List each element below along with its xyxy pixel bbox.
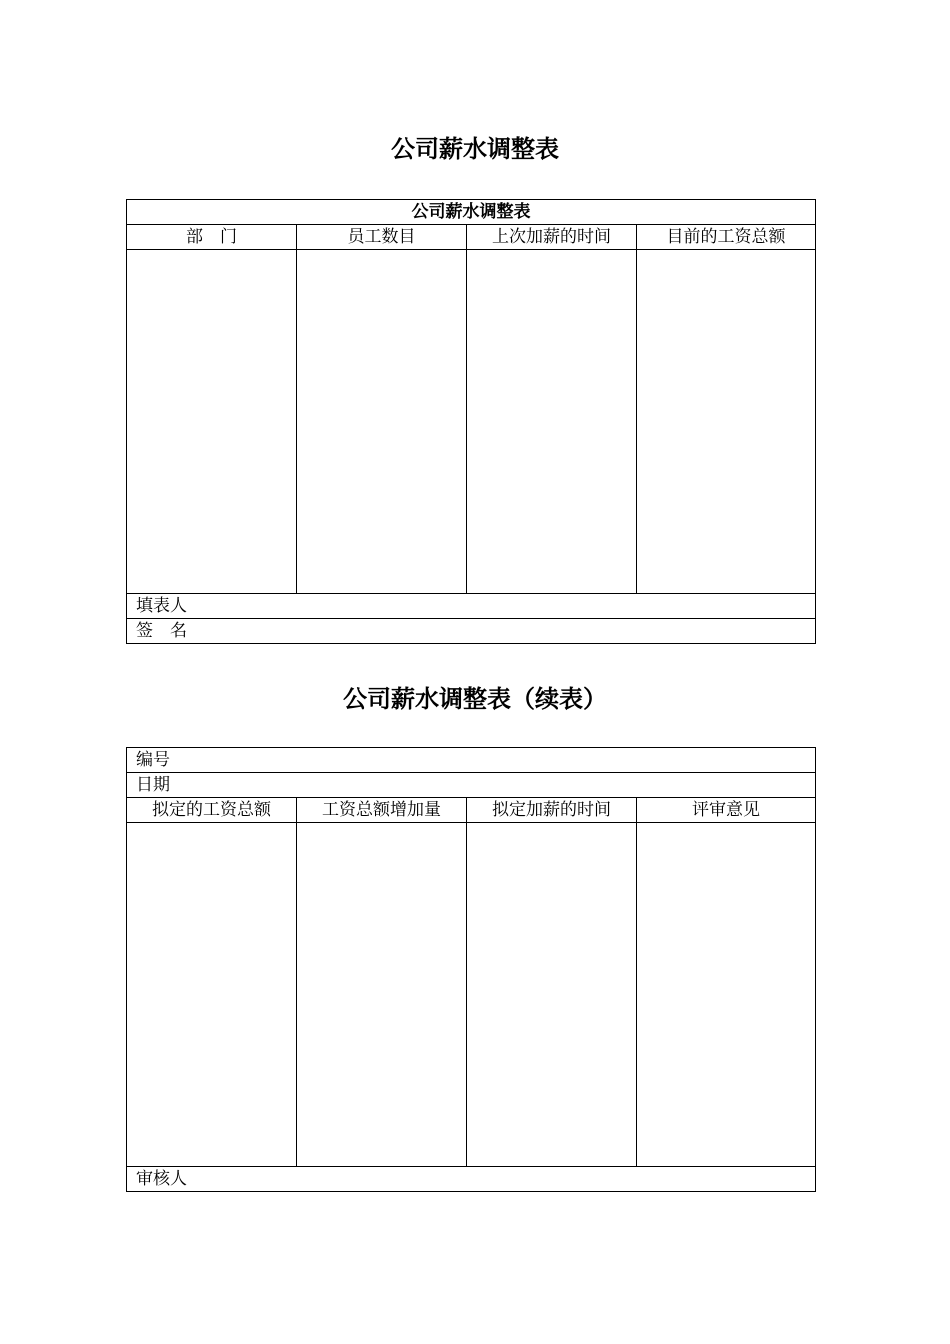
review-opinion-cell[interactable]	[637, 823, 816, 1167]
current-salary-total-cell[interactable]	[637, 250, 816, 594]
column-header-proposed-raise-date: 拟定加薪的时间	[467, 798, 637, 823]
date-row[interactable]: 日期	[127, 773, 816, 798]
salary-adjustment-table	[126, 199, 816, 644]
column-header-last-raise-date: 上次加薪的时间	[467, 225, 637, 250]
column-header-salary-increase: 工资总额增加量	[297, 798, 467, 823]
column-header-department: 部 门	[127, 225, 297, 250]
last-raise-date-cell[interactable]	[467, 250, 637, 594]
column-header-review-opinion: 评审意见	[637, 798, 816, 823]
table-header: 公司薪水调整表	[127, 200, 816, 225]
preparer-row[interactable]: 填表人	[127, 594, 816, 619]
employee-count-cell[interactable]	[297, 250, 467, 594]
column-header-employee-count: 员工数目	[297, 225, 467, 250]
signature-row[interactable]: 签 名	[127, 619, 816, 644]
department-cell[interactable]	[127, 250, 297, 594]
reviewer-row[interactable]: 审核人	[127, 1167, 816, 1192]
form1-title: 公司薪水调整表	[391, 134, 559, 163]
salary-adjustment-continued-table	[126, 747, 816, 1192]
proposed-salary-total-cell[interactable]	[127, 823, 297, 1167]
salary-increase-cell[interactable]	[297, 823, 467, 1167]
form2-title: 公司薪水调整表（续表）	[343, 684, 607, 713]
number-row[interactable]: 编号	[127, 748, 816, 773]
column-header-proposed-salary-total: 拟定的工资总额	[127, 798, 297, 823]
proposed-raise-date-cell[interactable]	[467, 823, 637, 1167]
column-header-current-salary-total: 目前的工资总额	[637, 225, 816, 250]
